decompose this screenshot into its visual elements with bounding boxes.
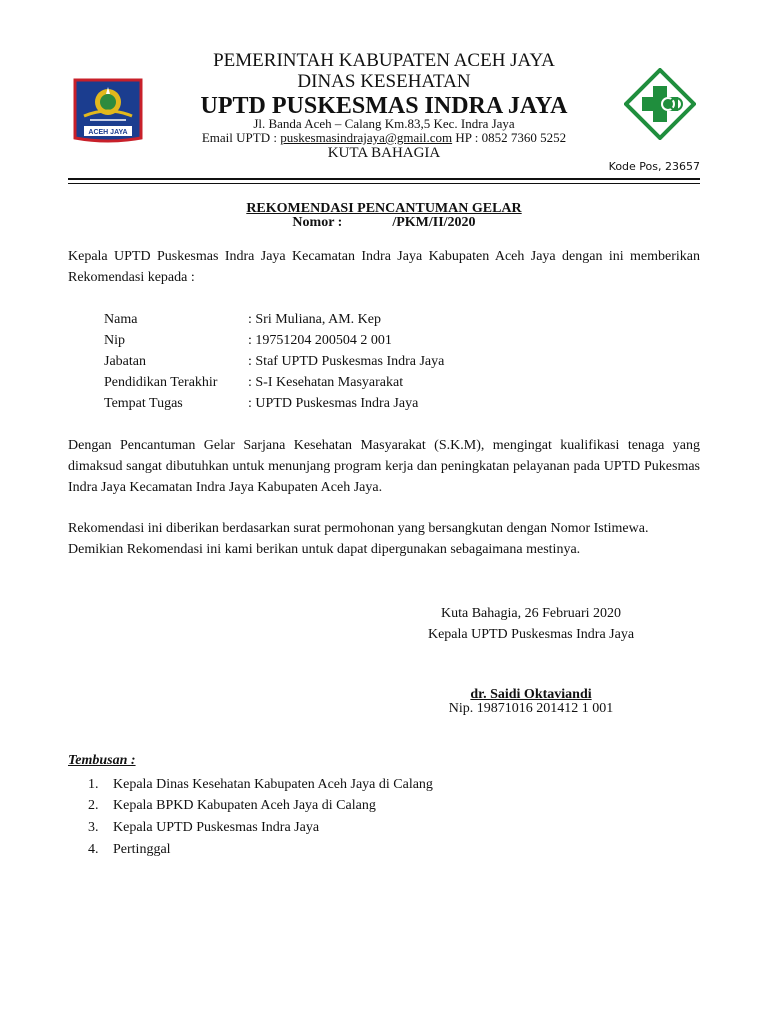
body-paragraph-3: Demikian Rekomendasi ini kami berikan untuk dapat dipergunakan sebagaimana mestinya.	[68, 542, 581, 557]
number-label: Nomor :	[292, 215, 343, 230]
cc-number: 4.	[88, 842, 99, 857]
cc-number: 1.	[88, 777, 99, 792]
field-value-nama: : Sri Muliana, AM. Kep	[248, 312, 381, 327]
email-link[interactable]: puskesmasindrajaya@gmail.com	[280, 130, 453, 145]
document-title: REKOMENDASI PENCANTUMAN GELAR	[246, 201, 522, 216]
cc-item: Kepala BPKD Kabupaten Aceh Jaya di Calang	[113, 798, 376, 813]
field-value-jabatan: : Staf UPTD Puskesmas Indra Jaya	[248, 354, 445, 369]
cc-number: 3.	[88, 820, 99, 835]
cc-item: Kepala UPTD Puskesmas Indra Jaya	[113, 820, 320, 835]
sign-position: Kepala UPTD Puskesmas Indra Jaya	[427, 627, 635, 642]
cc-item: Pertinggal	[113, 842, 171, 857]
signatory-name: dr. Saidi Oktaviandi	[470, 687, 592, 702]
field-label-pendidikan: Pendidikan Terakhir	[104, 375, 218, 390]
field-label-nip: Nip	[104, 333, 125, 348]
city: KUTA BAHAGIA	[327, 145, 441, 161]
cc-number: 2.	[88, 798, 99, 813]
phone: HP : 0852 7360 5252	[452, 130, 567, 145]
field-value-nip: : 19751204 200504 2 001	[248, 333, 392, 348]
header-rule-thin	[68, 183, 700, 184]
postal-code: Kode Pos, 23657	[608, 160, 700, 173]
signatory-nip: Nip. 19871016 201412 1 001	[448, 701, 614, 716]
body-paragraph-2: Rekomendasi ini diberikan berdasarkan surat permohonan yang bersangkutan dengan Nomor Istimewa.	[68, 521, 649, 536]
sign-place-date-line: Kuta Bahagia, 26 Februari 2020	[440, 606, 621, 621]
address: Jl. Banda Aceh – Calang Km.83,5 Kec. Indra Jaya	[253, 116, 515, 131]
field-label-jabatan: Jabatan	[104, 354, 146, 369]
intro-paragraph: Kepala UPTD Puskesmas Indra Jaya Kecamatan Indra Jaya Kabupaten Aceh Jaya dengan ini memberikan Rekomendasi kepada :	[68, 249, 700, 285]
cc-title: Tembusan :	[68, 753, 136, 768]
field-label-tempat-tugas: Tempat Tugas	[104, 396, 183, 411]
cc-item: Kepala Dinas Kesehatan Kabupaten Aceh Jaya di Calang	[113, 777, 433, 792]
email-prefix: Email UPTD :	[201, 130, 281, 145]
gov-heading: PEMERINTAH KABUPATEN ACEH JAYA	[213, 50, 555, 71]
agency-heading: DINAS KESEHATAN	[297, 71, 471, 92]
header-rule-thick	[68, 178, 700, 180]
contact-line	[120, 130, 648, 145]
body-paragraph-1: Dengan Pencantuman Gelar Sarjana Kesehatan Masyarakat (S.K.M), mengingat kualifikasi tenaga yang dimaksud sangat dibutuhkan untuk menunjang program kerja dan peningkatan pelayanan pada UPTD Pukesmas Indra Jaya Kecamatan Indra Jaya Kabupaten Aceh Jaya.	[68, 438, 700, 495]
field-value-pendidikan: : S-I Kesehatan Masyarakat	[248, 375, 404, 390]
field-value-tempat-tugas: : UPTD Puskesmas Indra Jaya	[248, 396, 419, 411]
office-heading: UPTD PUSKESMAS INDRA JAYA	[200, 93, 568, 119]
logo-text: ACEH JAYA	[88, 129, 128, 136]
document-number	[120, 215, 648, 231]
field-label-nama: Nama	[104, 312, 138, 327]
number-value: /PKM/II/2020	[392, 215, 476, 230]
